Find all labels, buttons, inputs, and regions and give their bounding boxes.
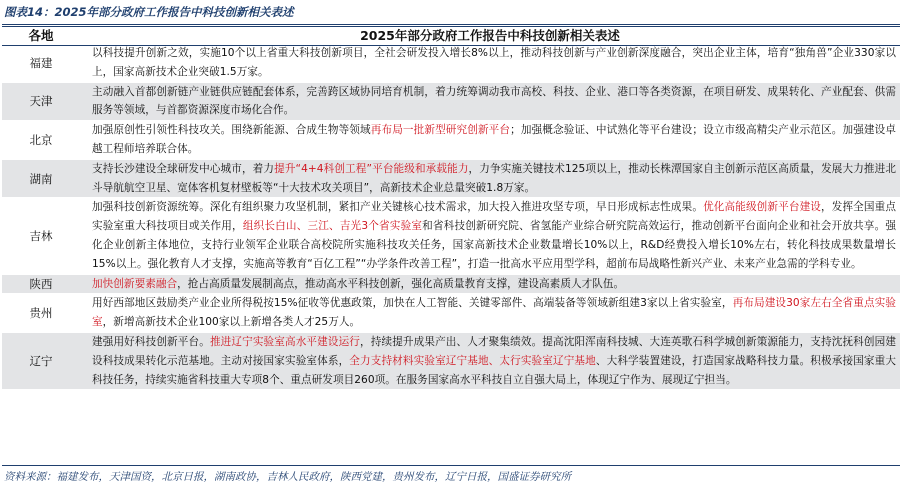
- header-description: 2025年部分政府工作报告中科技创新相关表述: [360, 28, 620, 43]
- description-cell: [80, 332, 900, 389]
- report-table: [2, 44, 900, 390]
- region-cell: 贵州: [2, 294, 80, 333]
- description-cell: [80, 82, 900, 121]
- table-row: [2, 274, 900, 294]
- description-cell: [80, 198, 900, 274]
- description-cell: [80, 294, 900, 333]
- region-cell: 湖南: [2, 159, 80, 198]
- description-cell: [80, 44, 900, 82]
- region-cell: 吉林: [2, 198, 80, 274]
- table-row: [2, 82, 900, 121]
- highlighted-text: 再布局建设30家左右全省重点实验室: [92, 297, 896, 329]
- top-rule: [2, 24, 900, 25]
- table-row: [2, 159, 900, 198]
- description-text: 用好西部地区鼓励类产业企业所得税按15%征收等优惠政策，加快在人工智能、关键零部件、高端装备等领域新组建3家以上省实验室，: [92, 297, 733, 310]
- source-note: 资料来源：福建发布，天津国资，北京日报，湖南政协，吉林人民政府，陕西党建，贵州发布，辽宁日报，国盛证券研究所: [4, 471, 571, 483]
- bottom-rule: [2, 465, 900, 466]
- description-text: 、大科学装置建设，打造国家战略科技力量。积极承接国家重大科技任务，持续实施省科技重大专项8个、重点研发项目260项。在服务国家高水平科技自立自强大局上，体现辽宁作为、展现辽宁担当。: [92, 354, 896, 386]
- highlighted-text: 提升“4+4科创工程”平台能级和承载能力: [274, 162, 469, 175]
- highlighted-text: 推进辽宁实验室高水平建设运行: [209, 335, 361, 348]
- description-cell: [80, 159, 900, 198]
- description-text: 支持长沙建设全球研发中心城市，着力: [92, 162, 275, 175]
- description-text: ，新增高新技术企业100家以上新增各类人才25万人。: [102, 316, 361, 329]
- description-text: ，力争实施关键技术125项以上，推动长株潭国家自主创新示范区高质量，发展大力推进北斗导航航空卫星、宽体客机复材壁板等“十大技术攻关项目”，高新技术企业总量突破1.8万家。: [92, 162, 896, 194]
- highlighted-text: 再布局一批新型研究创新平台: [370, 124, 511, 137]
- region-cell: 北京: [2, 121, 80, 160]
- description-text: 加强原创性引领性科技攻关。围绕新能源、合成生物等领域: [92, 124, 371, 137]
- region-cell: 福建: [2, 44, 80, 82]
- table-header: [2, 26, 900, 46]
- highlighted-text: 全力支持材料实验室辽宁基地、太行实验室辽宁基地: [349, 354, 596, 367]
- figure-title: 图表14：2025年部分政府工作报告中科技创新相关表述: [4, 5, 294, 19]
- description-text: 主动融入首都创新链产业链供应链配套体系，完善跨区域协同培育机制，着力统筹调动我市高校、科技、企业、港口等各类资源，在项目研发、成果转化、产业配套、供需服务等领域，与首都资源深度市场化合作。: [92, 85, 896, 117]
- description-text: 建强用好科技创新平台。: [92, 335, 210, 348]
- highlighted-text: 加快创新要素融合: [92, 277, 178, 290]
- description-text: 和省科技创新研究院、省氢能产业综合研究院高效运行，推动创新平台面向企业和社会开放共享。强化企业创新主体地位，支持行业领军企业联合高校院所实施科技攻关任务，国家高新技术企业数量增长10%以上，R&D经费投入增长10%左右，转化科技成果数量增长15%以上。强化教育人才支撑，实施高等教育“百亿工程”“办学条件改善工程”，打造一批高水平应用型学科，超前布局战略性新兴产业、未来产业急需的学科专业。: [92, 220, 897, 270]
- description-text: ，抢占高质量发展制高点，推动高水平科技创新，强化高质量教育支撑，建设高素质人才队伍。: [177, 277, 625, 290]
- table-row: [2, 44, 900, 82]
- region-cell: 辽宁: [2, 332, 80, 389]
- table-row: [2, 332, 900, 389]
- description-text: 加强科技创新资源统筹。深化有组织聚力攻坚机制，紧扣产业关键核心技术需求，加大投入推进攻坚专项，早日形成标志性成果。: [92, 201, 704, 214]
- description-cell: [80, 121, 900, 160]
- table-row: [2, 198, 900, 274]
- description-text: ；加强概念验证、中试熟化等平台建设；设立市级高精尖产业示范区。加强建设卓越工程师培养联合体。: [92, 124, 896, 155]
- description-text: ，持续提升成果产出、人才聚集绩效。提高沈阳浑南科技城、大连英歌石科学城创新策源能力，支持沈抚科创园建设科技成果转化示范基地。主动对接国家实验室体系，: [92, 335, 896, 367]
- table-row: [2, 294, 900, 333]
- table-body: [2, 44, 900, 390]
- description-text: 以科技提升创新之效，实施10个以上省重大科技创新项目，全社会研发投入增长8%以上，推动科技创新与产业创新深度融合，突出企业主体，培育“独角兽”企业330家以上，国家高新技术企业突破1.5万家。: [92, 47, 896, 78]
- table-row: [2, 121, 900, 160]
- region-cell: 陕西: [2, 274, 80, 294]
- region-cell: 天津: [2, 82, 80, 121]
- highlighted-text: 优化高能级创新平台建设: [703, 201, 822, 214]
- header-region: 各地: [28, 28, 54, 43]
- description-text: ，发挥全国重点实验室重大科技项目或关作用，: [92, 201, 896, 233]
- description-cell: [80, 274, 900, 294]
- highlighted-text: 组织长白山、三江、吉光3个省实验室: [242, 220, 423, 233]
